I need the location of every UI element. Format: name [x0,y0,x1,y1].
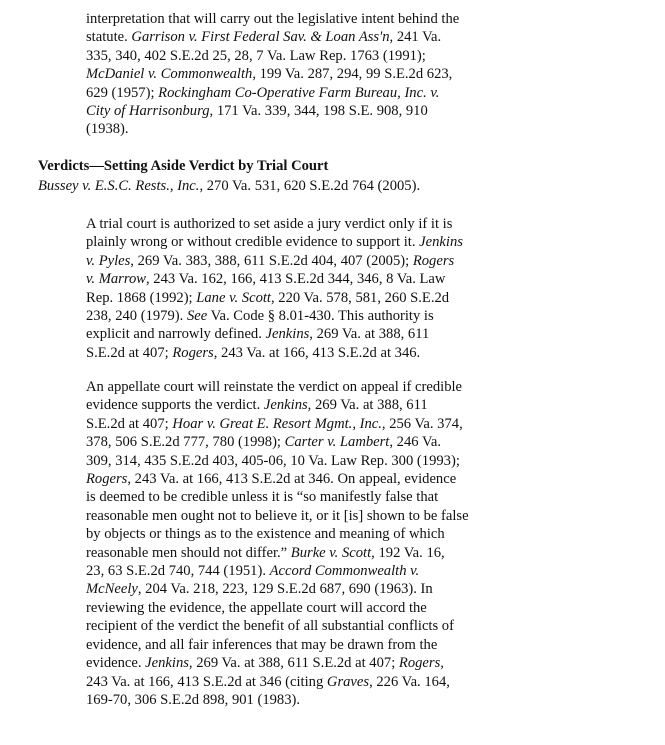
p2-line-7: is deemed to be credible unless it is “so manifestly false that [86,489,439,506]
section-heading: Verdicts—Setting Aside Verdict by Trial Court [38,158,329,174]
p2-line-13: reviewing the evidence, the appellate court will accord the [86,599,427,616]
p1-line-8: S.E.2d at 407; Rogers, 243 Va. at 166, 413 S.E.2d at 346. [86,344,421,361]
appellate-court-paragraph [86,378,506,709]
intro-line-1: interpretation that will carry out the legislative intent behind the [86,11,460,27]
p2-line-18: 169-70, 306 S.E.2d 898, 901 (1983). [86,691,301,708]
intro-paragraph [86,10,506,139]
case-citation: City of Harrisonburg [86,103,210,120]
p1-line-2: plainly wrong or without credible evidence to support it. Jenkins [86,234,463,251]
p2-line-14: recipient of the verdict the benefit of all substantial conflicts of [86,618,454,635]
p2-line-5: 309, 314, 435 S.E.2d 403, 405-06, 10 Va. Law Rep. 300 (1993); [86,452,460,469]
section-case-citation: Bussey v. E.S.C. Rests., Inc., 270 Va. 531, 620 S.E.2d 764 (2005). [38,178,421,194]
p1-line-7: explicit and narrowly defined. Jenkins, 269 Va. at 388, 611 [86,326,430,343]
intro-line-3: 335, 340, 402 S.E.2d 25, 28, 7 Va. Law Rep. 1763 (1991); [86,47,426,64]
p2-line-6: Rogers, 243 Va. at 166, 413 S.E.2d at 346. On appeal, evidence [86,471,457,488]
p2-line-17: 243 Va. at 166, 413 S.E.2d at 346 (citing Graves, 226 Va. 164, [86,673,450,690]
p2-line-9: by objects or things as to the existence and meaning of which [86,526,445,543]
p1-line-4: v. Marrow, 243 Va. 162, 166, 413 S.E.2d 344, 346, 8 Va. Law [86,271,446,288]
case-citation: Rockingham Co-Operative Farm Bureau, Inc. v. [158,84,440,101]
case-citation: McDaniel v. Commonwealth [86,66,253,83]
intro-line-5: 629 (1957); Rockingham Co-Operative Farm Bureau, Inc. v. [86,84,440,101]
p2-line-10: reasonable men should not differ.” Burke v. Scott, 192 Va. 16, [86,544,445,561]
p2-line-16: evidence. Jenkins, 269 Va. at 388, 611 S.E.2d at 407; Rogers, [86,655,444,672]
intro-line-2: statute. Garrison v. First Federal Sav. & Loan Ass'n, 241 Va. [86,29,442,46]
p2-line-2: evidence supports the verdict. Jenkins, 269 Va. at 388, 611 [86,397,428,414]
p2-line-8: reasonable men ought not to believe it, or it [is] shown to be false [86,507,469,524]
intro-line-4: McDaniel v. Commonwealth, 199 Va. 287, 294, 99 S.E.2d 623, [86,66,453,83]
p2-line-15: evidence, and all fair inferences that may be drawn from the [86,636,438,653]
trial-court-paragraph [86,215,506,362]
intro-line-6: City of Harrisonburg, 171 Va. 339, 344, 198 S.E. 908, 910 [86,103,428,120]
p2-line-11: 23, 63 S.E.2d 740, 744 (1951). Accord Commonwealth v. [86,563,420,580]
p1-line-5: Rep. 1868 (1992); Lane v. Scott, 220 Va. 578, 581, 260 S.E.2d [86,289,450,306]
p2-line-4: 378, 506 S.E.2d 777, 780 (1998); Carter v. Lambert, 246 Va. [86,434,441,451]
case-citation: Garrison v. First Federal Sav. & Loan Ass'n [131,29,390,46]
p2-line-12: McNeely, 204 Va. 218, 223, 129 S.E.2d 687, 690 (1963). In [86,581,433,598]
p1-line-1: A trial court is authorized to set aside a jury verdict only if it is [86,216,453,232]
p2-line-3: S.E.2d at 407; Hoar v. Great E. Resort Mgmt., Inc., 256 Va. 374, [86,415,463,432]
p2-line-1: An appellate court will reinstate the verdict on appeal if credible [86,379,463,395]
p1-line-3: v. Pyles, 269 Va. 383, 388, 611 S.E.2d 404, 407 (2005); Rogers [86,252,455,269]
p1-line-6: 238, 240 (1979). See Va. Code § 8.01-430. This authority is [86,308,434,325]
intro-line-7: (1938). [86,121,129,138]
